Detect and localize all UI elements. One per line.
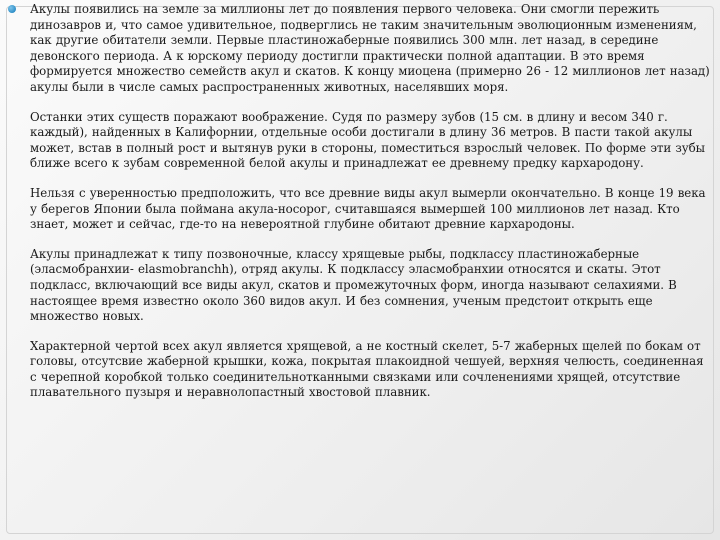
- text-content: [30, 2, 710, 415]
- paragraph-3: Нельзя с уверенностью предположить, что все древние виды акул вымерли окончательно. В конце 19 века у берегов Японии была поймана акула-носорог, считавшаяся вымершей 100 миллионов лет назад. Кто знает, может и сейчас, где-то на невероятной глубине обитают древние кархародоны.: [30, 185, 706, 232]
- paragraph-1: [30, 2, 710, 96]
- bullet-icon: [8, 5, 16, 13]
- paragraph-1-text: Акулы появились на земле за миллионы лет до появления первого человека. Они смогли пережить динозавров и, что самое удивительное, подверглись не таким значительным эволюционным изменениям, как другие обитатели земли. Первые пластиножаберные появились 300 млн. лет назад, в середине девонского периода. А к юрскому периоду достигли практически полной адаптации. В это время формируется множество семейств акул и скатов. К концу миоцена (примерно 26 - 12 миллионов лет назад) акулы были в числе самых распространенных животных, населявших моря.: [30, 2, 710, 94]
- paragraph-2: Останки этих существ поражают воображение. Судя по размеру зубов (15 см. в длину и весом 340 г. каждый), найденных в Калифорнии, отдельные особи достигали в длину 36 метров. В пасти такой акулы может, встав в полный рост и вытянув руки в стороны, поместиться взрослый человек. По форме эти зубы ближе всего к зубам современной белой акулы и принадлежат ее древнему предку кархародону.: [30, 109, 706, 171]
- paragraph-5: Характерной чертой всех акул является хрящевой, а не костный скелет, 5-7 жаберных щелей по бокам от головы, отсутсвие жаберной крышки, кожа, покрытая плакоидной чешуей, верхняя челюсть, соединенная с черепной коробкой только соединительнотканными связками или сочленениями хрящей, отсутствие плавательного пузыря и неравнолопастный хвостовой плавник.: [30, 338, 704, 400]
- paragraph-4: Акулы принадлежат к типу позвоночные, классу хрящевые рыбы, подклассу пластиножаберные (эласмобранхии- elasmobranchh), отряд акулы. К подклассу эласмобранхии относятся и скаты. Этот подкласс, включающий все виды акул, скатов и промежуточных форм, иногда называют селахиями. В настоящее время известно около 360 видов акул. И без сомнения, ученым предстоит открыть еще множество новых.: [30, 246, 677, 324]
